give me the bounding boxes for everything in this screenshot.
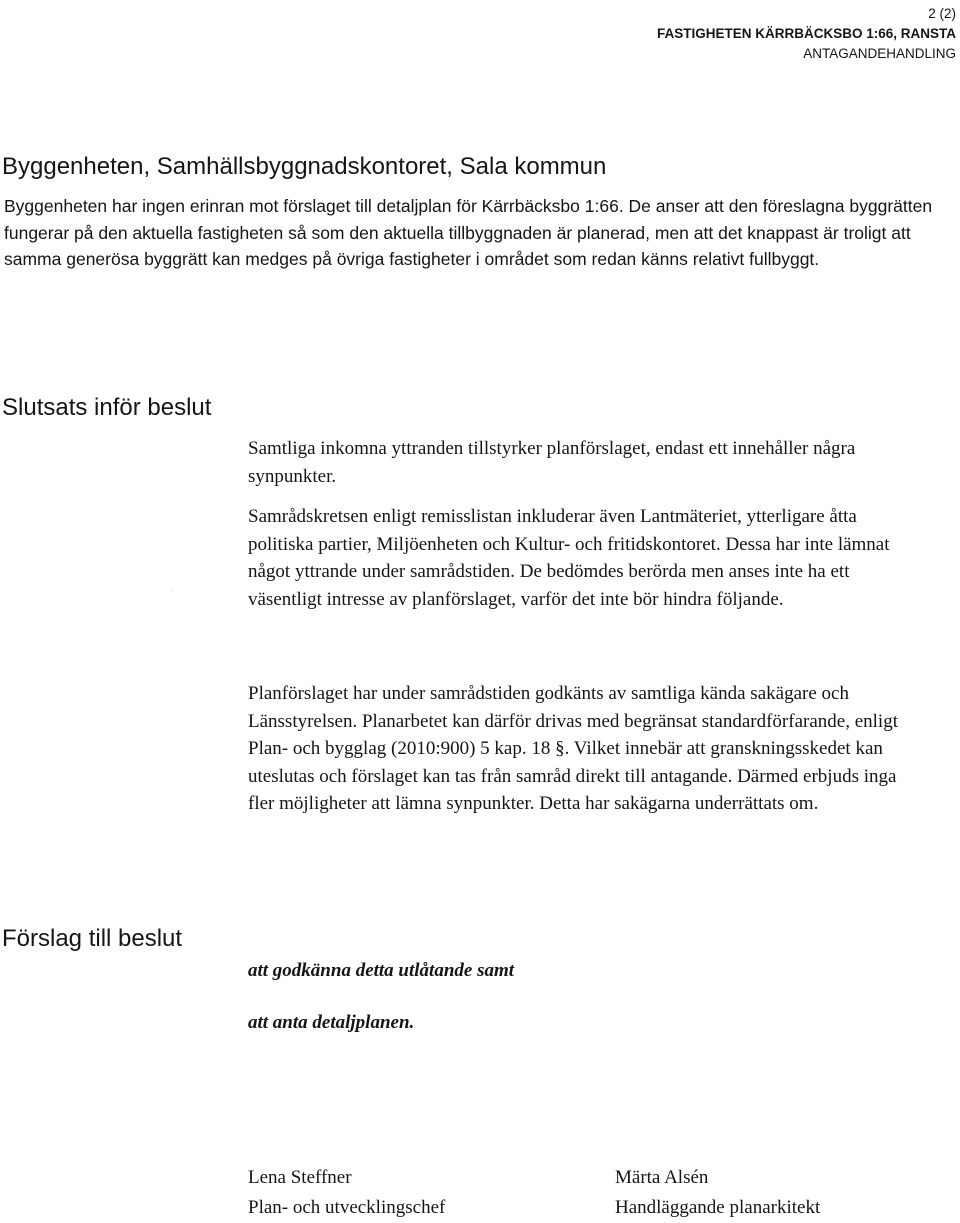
- proposal-item-1: att godkänna detta utlåtande samt: [248, 960, 515, 981]
- property-designation: FASTIGHETEN KÄRRBÄCKSBO 1:66, RANSTA: [656, 26, 956, 41]
- slutsats-paragraph-2: Samrådskretsen enligt remisslistan inkluderar även Lantmäteriet, ytterligare åtta politiska partier, Miljöenheten och Kultur- och fritidskontoret. Dessa har inte lämnat något yttrande under samrådstiden. De bedömdes berörda men anses inte ha ett väsentligt intresse av planförslaget, varför det inte bör hindra följande.: [248, 506, 890, 610]
- signature-block-2: [615, 1163, 820, 1223]
- section-title-forslag: Förslag till beslut: [2, 925, 183, 952]
- signatory-role: Plan- och utvecklingschef: [248, 1197, 446, 1218]
- proposal-item-2: att anta detaljplanen.: [248, 1012, 415, 1033]
- slutsats-paragraph-3: Planförslaget har under samrådstiden godkänts av samtliga kända sakägare och Länsstyrelsen. Planarbetet kan därför drivas med begränsat standardförfarande, enligt Plan- och bygglag (2010:900) 5 kap. 18 §. Vilket innebär att granskningsskedet kan uteslutas och förslaget kan tas från samråd direkt till antagande. Därmed erbjuds inga fler möjligheter att lämna synpunkter. Detta har sakägarna underrättats om.: [248, 683, 898, 814]
- section-title-slutsats: Slutsats inför beslut: [2, 394, 212, 421]
- section-title-byggenheten: Byggenheten, Samhällsbyggnadskontoret, Sala kommun: [2, 153, 607, 180]
- signatory-name: Lena Steffner: [248, 1167, 352, 1188]
- signatory-role: Handläggande planarkitekt: [615, 1197, 821, 1218]
- signatory-name: Märta Alsén: [615, 1167, 709, 1188]
- document-type: ANTAGANDEHANDLING: [803, 46, 956, 61]
- byggenheten-paragraph: Byggenheten har ingen erinran mot förslaget till detaljplan för Kärrbäcksbo 1:66. De anser att den föreslagna byggrätten fungerar på den aktuella fastigheten så som den aktuella tillbyggnaden är planerad, men att det knappast är troligt att samma generösa byggrätt kan medges på övriga fastigheter i området som redan känns relativt fullbyggt.: [4, 196, 933, 269]
- signature-block-1: [248, 1163, 445, 1223]
- scan-speck: [172, 590, 173, 591]
- page-number: 2 (2): [928, 6, 956, 21]
- page-header: [657, 4, 956, 64]
- slutsats-paragraph-1: Samtliga inkomna yttranden tillstyrker planförslaget, endast ett innehåller några synpunkter.: [248, 438, 856, 487]
